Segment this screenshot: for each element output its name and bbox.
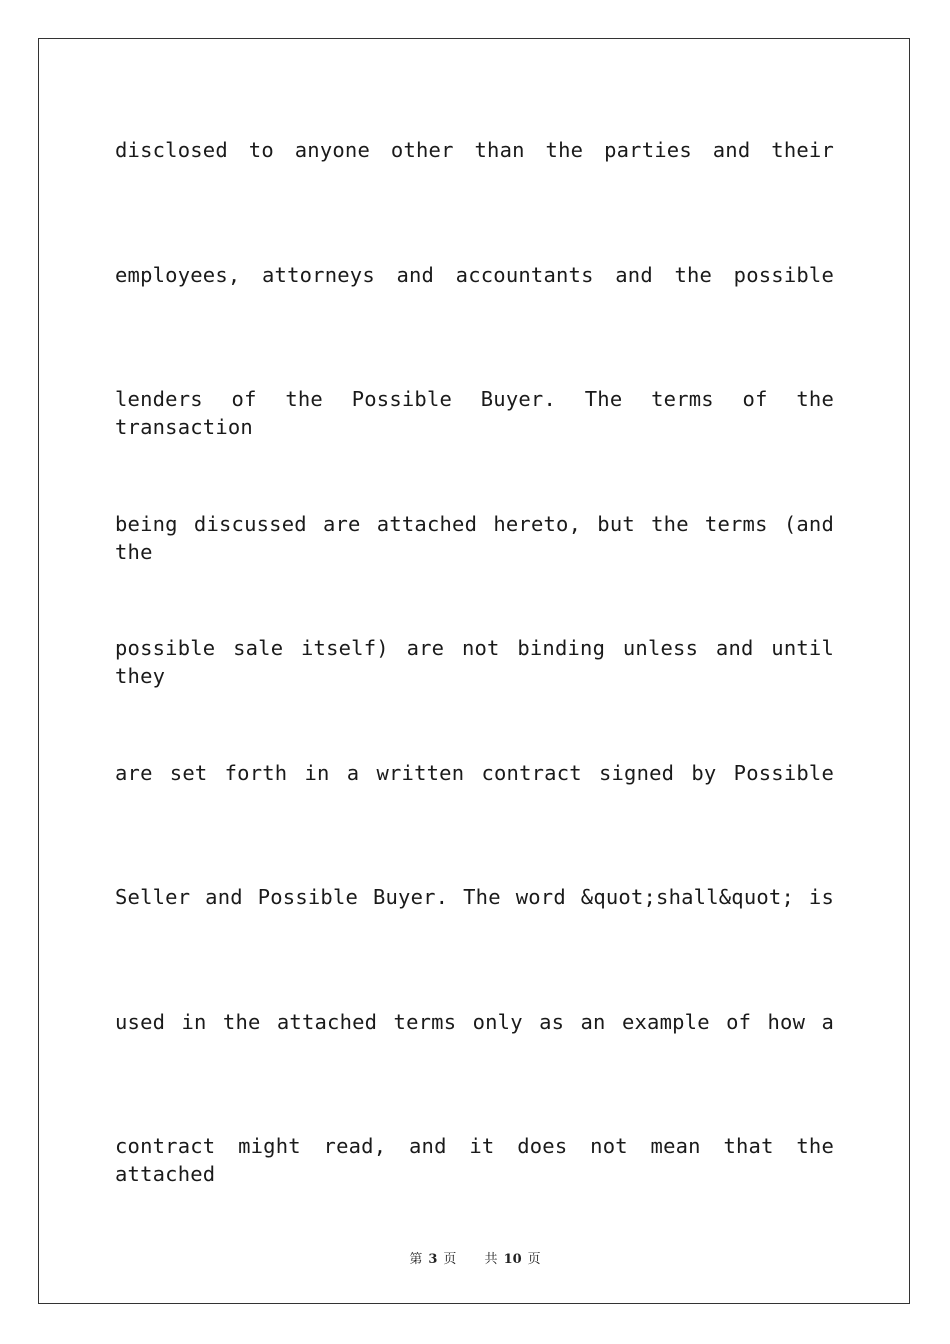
text-line-2: employees, attorneys and accountants and the possible <box>115 262 834 287</box>
page-prefix: 第 <box>409 1252 423 1267</box>
page-footer <box>0 1248 950 1267</box>
text-line-8: used in the attached terms only as an example of how a <box>115 1009 834 1034</box>
page-number: 3 <box>428 1252 438 1267</box>
text-line-1: disclosed to anyone other than the parties and their <box>115 138 834 162</box>
text-line-4: being discussed are attached hereto, but the terms (and the <box>115 511 834 564</box>
text-line-5: possible sale itself) are not binding unless and until they <box>115 636 834 688</box>
text-line-7: Seller and Possible Buyer. The word &quot;shall&quot; is <box>115 885 834 909</box>
total-pages: 10 <box>503 1252 522 1267</box>
document-body <box>115 136 834 1257</box>
page-indicator <box>403 1252 462 1267</box>
total-prefix: 共 <box>484 1252 498 1267</box>
total-suffix: 页 <box>527 1252 541 1267</box>
total-indicator <box>479 1252 547 1267</box>
text-line-9: contract might read, and it does not mean that the attached <box>115 1134 834 1186</box>
page-suffix: 页 <box>443 1252 457 1267</box>
text-line-3: lenders of the Possible Buyer. The terms of the transaction <box>115 387 834 439</box>
text-line-6: are set forth in a written contract signed by Possible <box>115 760 834 785</box>
